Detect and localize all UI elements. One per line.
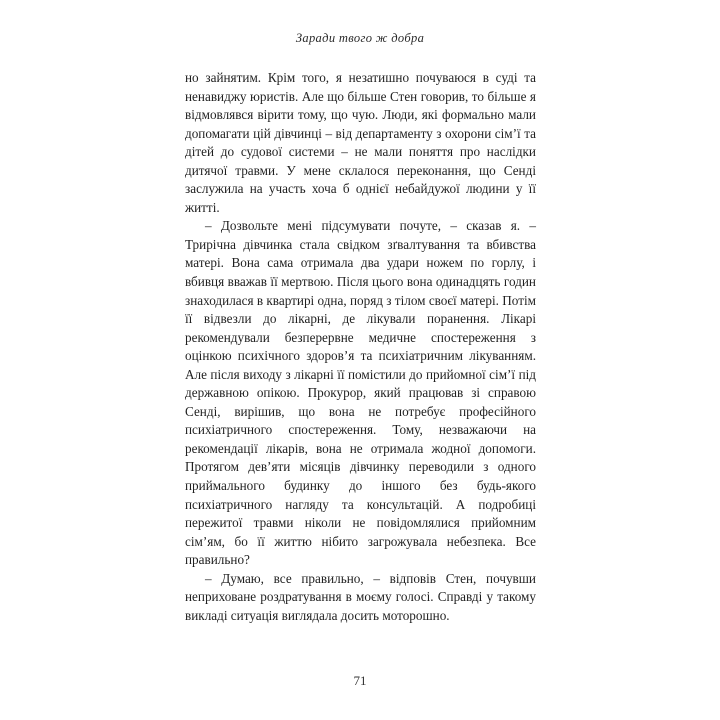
page-number-value: 71 <box>353 673 367 688</box>
paragraph: – Думаю, все правильно, – відповів Стен, почувши неприховане роздратування в моєму голосі. Справді у такому викладі ситуація виглядала досить моторошно. <box>185 570 536 623</box>
body-text-block <box>185 69 536 625</box>
page-number <box>0 673 720 689</box>
paragraph: но зайнятим. Крім того, я незатишно почуваюся в суді та ненавиджу юристів. Але що більше Стен говорив, то більше я відмовлявся вірити тому, що чую. Люди, які формально мали допомагати цій дівчинці – від департаменту з охорони сім’ї та дітей до судової системи – не мали поняття про наслідки дитячої травми. У мене склалося переконання, що Сенді заслужила на участь хоча б однієї небайдужої людини у її житті. <box>185 70 536 215</box>
running-head: Заради твого ж добра <box>295 31 425 45</box>
paragraph: – Дозвольте мені підсумувати почуте, – сказав я. – Трирічна дівчинка стала свідком зґвалтування та вбивства матері. Вона сама отримала два удари ножем по горлу, і вбивця вважав її мертвою. Після цього вона одинадцять годин знаходилася в квартирі одна, поряд з тілом своєї матері. Потім її відвезли до лікарні, де лікували поранення. Лікарі рекомендували безперервне медичне спостереження з оцінкою психічного здоров’я та психіатричним лікуванням. Але після виходу з лікарні її помістили до прийомної сім’ї під державною опікою. Прокурор, який працював зі справою Сенді, вирішив, що вона не потребує професійного психіатричного спостереження. Тому, незважаючи на рекомендації лікарів, вона не отримала жодної допомоги. Протягом дев’яти місяців дівчинку переводили з одного приймального будинку до іншого без будь-якого психіатричного нагляду та консультацій. А подробиці пережитої травми ніколи не повідомлялися прийомним сім’ям, бо її життю нібито загрожувала небезпека. Все правильно? <box>185 218 536 568</box>
